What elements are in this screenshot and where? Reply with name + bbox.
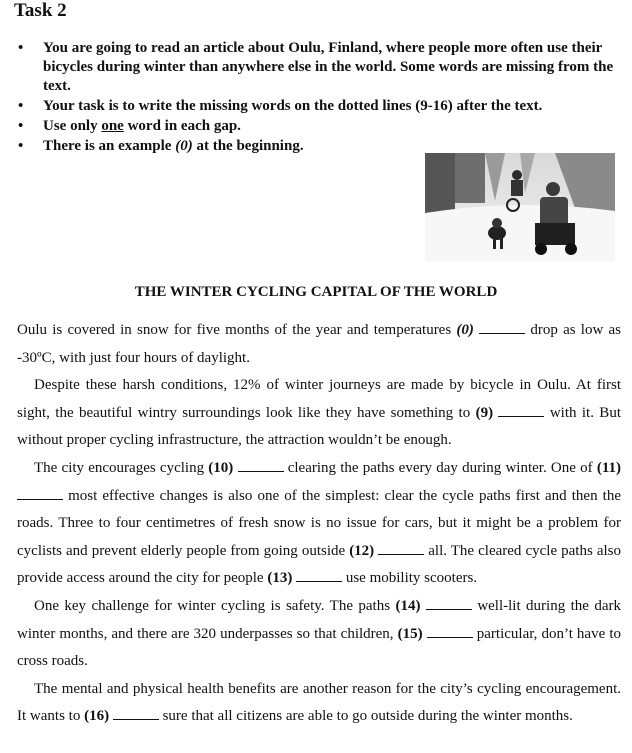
gap-blank-line xyxy=(296,571,342,582)
article-paragraph xyxy=(17,455,621,593)
gap-number: (14) xyxy=(395,597,421,614)
gap-blank-line xyxy=(17,489,63,500)
article-paragraph xyxy=(17,372,621,455)
article-paragraph xyxy=(17,317,621,372)
instruction-item: • You are going to read an article about Oulu, Finland, where people more often use their bicycles during winter than anywhere else in the world. Some words are missing from the text. xyxy=(18,40,614,94)
gap-number: (9) xyxy=(475,404,494,421)
gap-blank-line xyxy=(238,461,284,472)
article-text: all. The cleared cycle paths also provide access around the city for people xyxy=(17,542,621,587)
gap-number: (11) xyxy=(596,459,621,476)
instruction-item: • There is an example (0) at the beginning. xyxy=(18,138,304,154)
photo-winter-cyclists xyxy=(425,153,615,262)
gap-number: (12) xyxy=(349,542,375,559)
article-text: The mental and physical health benefits are another reason for the city’s cycling encouragement. It wants to xyxy=(17,680,621,725)
gap-blank-line xyxy=(427,627,473,638)
article-text: Oulu is covered in snow for five months of the year and temperatures xyxy=(17,322,457,338)
instruction-item: • Your task is to write the missing words on the dotted lines (9-16) after the text. xyxy=(18,98,543,114)
article-text: sure that all citizens are able to go outside during the winter months. xyxy=(158,708,573,725)
instruction-list xyxy=(0,39,632,157)
article-text: well-lit during the dark winter months, and there are 320 underpasses so that children, xyxy=(17,597,622,642)
article-text: The city encourages cycling xyxy=(34,459,209,476)
gap-number: (16) xyxy=(84,708,110,725)
gap-number: (15) xyxy=(397,625,423,642)
underlined-word: one xyxy=(101,118,124,134)
photo-image xyxy=(425,153,615,262)
article-text: with it. But without proper cycling infrastructure, the attraction wouldn’t be enough. xyxy=(17,404,621,449)
gap-blank-line xyxy=(426,599,472,610)
article-paragraph xyxy=(17,593,621,676)
article-body xyxy=(17,317,621,731)
gap-number: (10) xyxy=(208,459,234,476)
gap-blank-line xyxy=(498,406,544,417)
bullet-icon: • xyxy=(18,98,24,114)
example-marker: (0) xyxy=(175,138,193,154)
bullet-icon: • xyxy=(18,138,24,154)
gap-blank-line xyxy=(113,709,159,720)
bullet-icon: • xyxy=(18,118,24,134)
bullet-icon: • xyxy=(18,40,24,56)
article-text: Despite these harsh conditions, 12% of winter journeys are made by bicycle in Oulu. At first sight, the beautiful wintry surroundings look like they have something to xyxy=(17,377,621,421)
gap-number: (0) xyxy=(456,322,474,338)
article-text: drop as low as -30ºC, with just four hours of daylight. xyxy=(17,322,622,366)
article-text: most effective changes is also one of the simplest: clear the cycle paths first and then the roads. Three to four centimetres of fresh snow is no issue for cars, but it might be a problem for cyclists and prevent elderly people from going outside xyxy=(17,487,621,559)
gap-number: (13) xyxy=(267,570,293,587)
article-text: use mobility scooters. xyxy=(342,570,478,587)
gap-blank-line xyxy=(378,544,424,555)
instruction-item: • Use only one word in each gap. xyxy=(18,118,241,134)
article-paragraph xyxy=(17,676,621,731)
article-heading: THE WINTER CYCLING CAPITAL OF THE WORLD xyxy=(134,284,498,300)
gap-blank-line xyxy=(479,323,525,334)
article-text: particular, don’t have to cross roads. xyxy=(17,625,621,670)
article-text: clearing the paths every day during winter. One of xyxy=(283,459,597,476)
article-text: One key challenge for winter cycling is safety. The paths xyxy=(34,597,396,614)
task-title: Task 2 xyxy=(14,0,67,21)
